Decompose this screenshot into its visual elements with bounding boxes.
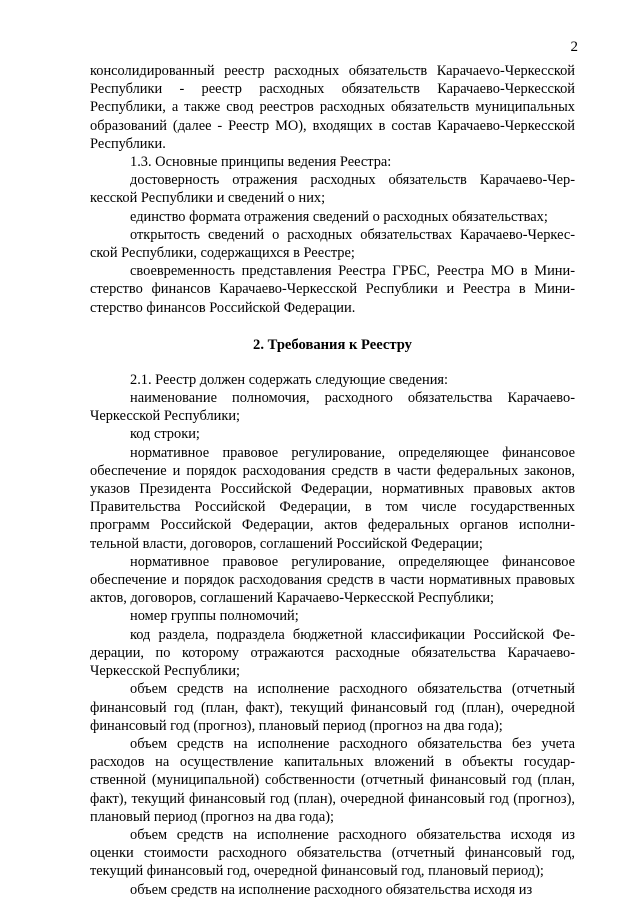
paragraph: своевременность представления Реестра ГРБС, Реестра МО в Министерство финансов Карачаево-Черкесской Республики и Реестра в Министерство финансов Российской Федерации. bbox=[90, 263, 575, 316]
paragraph: нормативное правовое регулирование, определяющее финансовое обеспечение и порядок расходования средств в части нормативных правовых актов, договоров, соглашений Карачаево-Черкесской Республики; bbox=[90, 553, 575, 607]
paragraph: консолидированный реестр расходных обязательств Карачаеvo-Черкесской Республики - реестр расходных обязательств Карачаево-Черкесской Республики, а также свод реестров расходных обязательств муниципальных образований (далее - Реестр МО), входящих в состав Карачаево-Черкесской Республики. bbox=[90, 63, 575, 152]
paragraph: достоверность отражения расходных обязательств Карачаево-Черкесской Республики и сведений о них; bbox=[90, 172, 575, 207]
paragraph: номер группы полномочий; bbox=[130, 608, 299, 625]
paragraph: объем средств на исполнение расходного обязательства без учета расходов на осуществление капитальных вложений в объекты государственной (муниципальной) собственности (отчетный финансовый год (план, факт), текущий финансовый год (план), очередной финансовый год (прогноз), плановый период (прогноз на два года); bbox=[90, 735, 575, 825]
paragraph: 1.3. Основные принципы ведения Реестра: bbox=[130, 154, 392, 171]
paragraph: нормативное правовое регулирование, определяющее финансовое обеспечение и порядок расходования средств в части федеральных законов, указов Президента Российской Федерации, нормативных правовых актов Правительства Российской Федерации, в том числе государственных программ Российской Федерации, актов федеральных органов исполнительной власти, договоров, соглашений Российской Федерации; bbox=[90, 444, 575, 552]
page-number: 2 bbox=[570, 39, 578, 55]
paragraph: 2.1. Реестр должен содержать следующие сведения: bbox=[130, 371, 449, 388]
document-body bbox=[90, 62, 575, 899]
paragraph: открытость сведений о расходных обязательствах Карачаево-Черкесской Республики, содержащихся в Реестре; bbox=[90, 226, 575, 262]
paragraph: код раздела, подраздела бюджетной классификации Российской Федерации, по которому отражаются расходные обязательства Карачаево-Черкесской Республики; bbox=[90, 626, 575, 680]
paragraph: единство формата отражения сведений о расходных обязательствах; bbox=[130, 208, 548, 225]
section-heading: 2. Требования к Реестру bbox=[253, 336, 412, 353]
paragraph: объем средств на исполнение расходного обязательства исходя из оценки стоимости расходного обязательства (отчетный финансовый год, текущий финансовый год, очередной финансовый год, плановый период); bbox=[90, 826, 575, 880]
paragraph: объем средств на исполнение расходного обязательства исходя из bbox=[130, 881, 533, 898]
paragraph: код строки; bbox=[130, 426, 200, 443]
paragraph: объем средств на исполнение расходного обязательства (отчетный финансовый год (план, факт), текущий финансовый год (план), очередной финансовый год (прогноз), плановый период (прогноз на два года); bbox=[90, 681, 575, 734]
paragraph: наименование полномочия, расходного обязательства Карачаево-Черкесской Республики; bbox=[90, 390, 575, 425]
